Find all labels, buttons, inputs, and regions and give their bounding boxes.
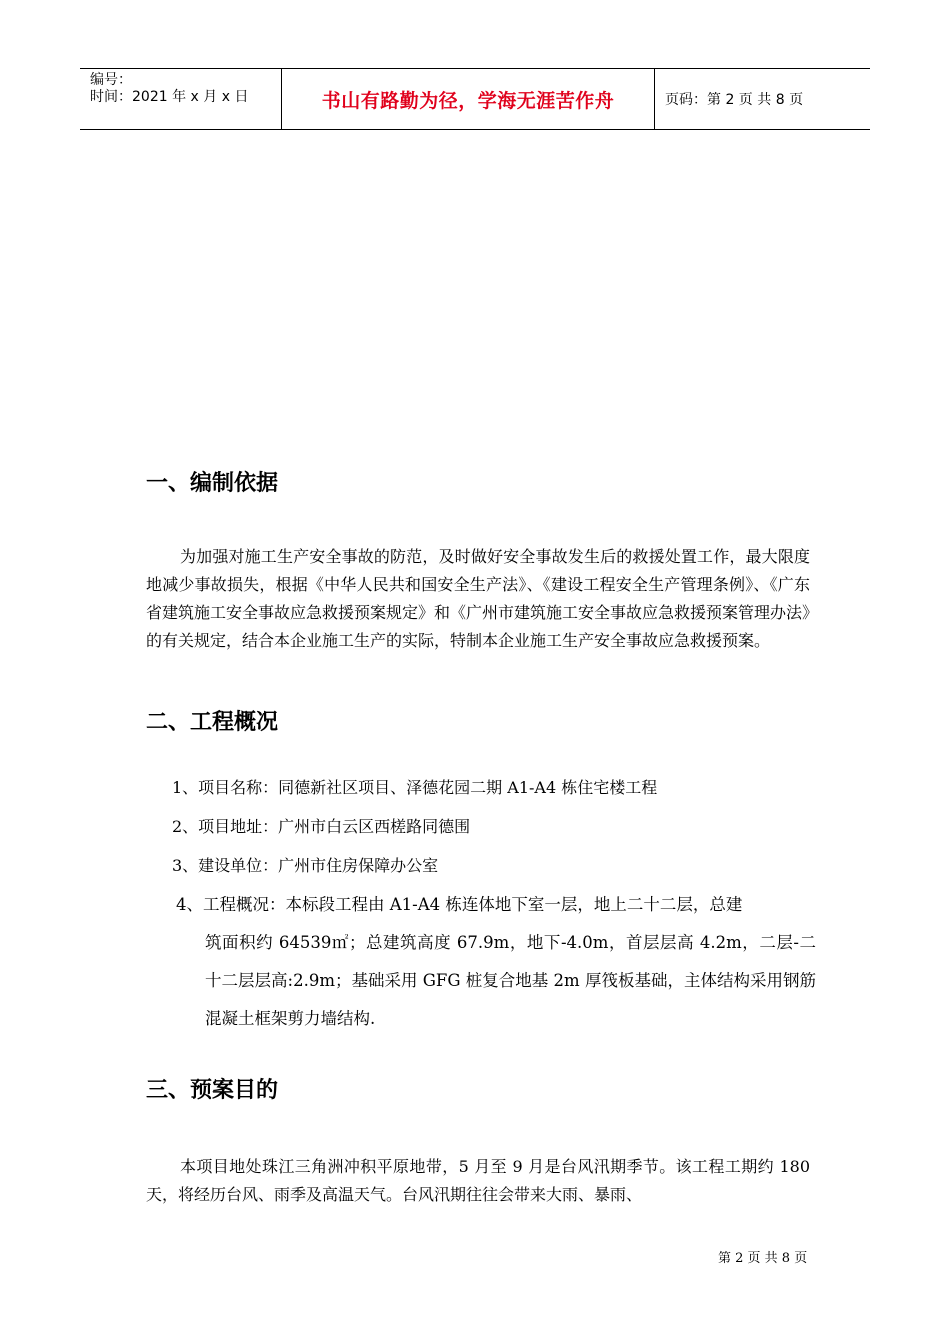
overview-item-summary-rest: 筑面积约 64539㎡；总建筑高度 67.9m，地下-4.0m，首层层高 4.2m，二层-二十二层层高:2.9m；基础采用 GFG 桩复合地基 2m 厚筏板基础，主体结构采用钢筋混凝土框架剪力墙结构. [205,933,816,1028]
overview-item-summary-first-line: 4、工程概况：本标段工程由 A1-A4 栋连体地下室一层，地上二十二层，总建 [176,895,743,914]
header-motto: 书山有路勤为径，学海无涯苦作舟 [321,89,615,112]
section-title-basis: 一、编制依据 [146,471,279,496]
overview-item-project-address: 2、项目地址：广州市白云区西槎路同德围 [172,817,471,836]
header-motto-cell [282,69,655,129]
document-number-label: 编号： [90,72,132,88]
header-page-cell [655,69,870,129]
page-footer-number: 第 2 页 共 8 页 [718,1251,808,1266]
section-title-purpose: 三、预案目的 [146,1078,279,1103]
page-header [80,68,870,130]
document-time-label: 时间：2021 年 x 月 x 日 [90,89,249,105]
overview-item-project-name: 1、项目名称：同德新社区项目、泽德花园二期 A1-A4 栋住宅楼工程 [172,778,658,797]
section-body-purpose: 本项目地处珠江三角洲冲积平原地带，5 月至 9 月是台风汛期季节。该工程工期约 180 天，将经历台风、雨季及高温天气。台风汛期往往会带来大雨、暴雨、 [146,1157,810,1204]
header-page-info: 页码：第 2 页 共 8 页 [665,92,804,108]
section-body-basis: 为加强对施工生产安全事故的防范，及时做好安全事故发生后的救援处置工作，最大限度地减少事故损失，根据《中华人民共和国安全生产法》、《建设工程安全生产管理条例》、《广东省建筑施工安全事故应急救援预案规定》和《广州市建筑施工安全事故应急救援预案管理办法》的有关规定，结合本企业施工生产的实际，特制本企业施工生产安全事故应急救援预案。 [146,547,811,650]
overview-item-summary [176,886,816,1038]
section-title-overview: 二、工程概况 [146,710,279,735]
overview-item-builder: 3、建设单位：广州市住房保障办公室 [172,856,439,875]
header-meta-cell [80,69,282,129]
